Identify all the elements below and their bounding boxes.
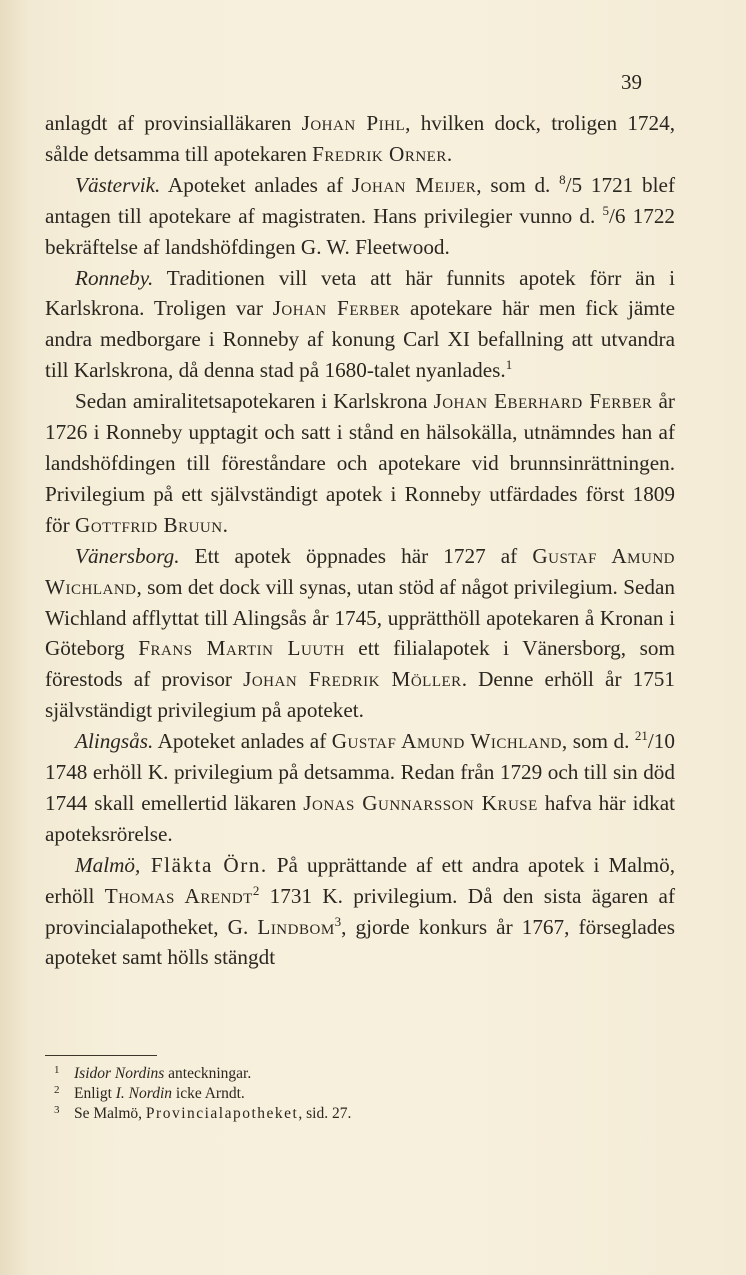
person-name: Johan Ferber [272,296,401,321]
paragraph-alingsas: Alingsås. Apoteket anlades af Gustaf Amund Wichland, som d. $^{21}$/10 1748 erhöll K. privilegium på detsamma. Redan från 1729 och till sin död 1744 skall emellertid läkaren Jonas Gunnarsson Kruse hafva här idkat apoteksrörelse. [45,728,675,846]
place-heading: Ronneby. [75,265,154,290]
person-name: Lindbom [257,914,335,939]
person-name: Johan Meijer [351,172,477,197]
person-name: Gustaf Amund Wichland [45,543,675,599]
paragraph-ronneby-2: Sedan amiralitetsapotekaren i Karlskrona Johan Eberhard Ferber år 1726 i Ronneby upptagit och satt i stånd en hälsokälla, utnämndes han af landshöfdingen till föreståndare och apotekare vid brunnsinrättningen. Privilegium på ett självständigt apotek i Ronneby utfärdades först 1809 för Gottfrid Bruun. [45,389,675,537]
footnote-3: 3 Se Malmö, Provincialapotheket, sid. 27. [50,1104,650,1124]
date-superscript: 21 [634,728,648,744]
person-name: Frans Martin Luuth [138,636,345,661]
body-text [45,108,675,973]
footnotes [50,1064,650,1124]
paragraph-1: anlagdt af provinsialläkaren Johan Pihl, hvilken dock, troligen 1724, sålde detsamma till apotekaren Fredrik Orner. [45,111,675,166]
footnote-number: 1 [54,1064,60,1076]
person-name: Jonas Gunnarsson Kruse [303,790,538,815]
person-name: Fredrik Orner [312,141,447,166]
paragraph-vanersborg: Vänersborg. Ett apotek öppnades här 1727 af Gustaf Amund Wichland, som det dock vill synas, utan stöd af något privilegium. Sedan Wichland afflyttat till Alingsås år 1745, upprätthöll apotekaren å Kronan i Göteborg Frans Martin Luuth ett filialapotek i Vänersborg, som förestods af provisor Johan Fredrik Möller. Denne erhöll år 1751 självständigt privilegium på apoteket. [45,543,675,723]
paragraph-vastervik: Västervik. Apoteket anlades af Johan Meijer, som d. $^8$/5 1721 blef antagen till apotekare af magistraten. Hans privilegier vunno d. $^5$/6 1722 bekräftelse af landshöfdingen G. W. Fleetwood. [45,171,676,259]
person-name: Johan Fredrik Möller [243,667,462,692]
footnote-marker: 3 [334,913,342,929]
footnote-2: 2 Enligt I. Nordin icke Arndt. [50,1084,650,1104]
page-number: 39 [621,70,642,94]
footnote-1: 1 Isidor Nordins anteckningar. [50,1064,650,1084]
pharmacy-name: Fläkta Örn. [140,852,268,877]
person-name: Johan Eberhard Ferber [433,389,653,414]
person-name: Gottfrid Bruun [75,512,223,537]
paragraph-ronneby: Ronneby. Traditionen vill veta att här funnits apotek förr än i Karlskrona. Troligen var Johan Ferber apotekare här men fick jämte andra medborgare i Ronneby af konung Carl XI befallning att utvandra till Karlskrona, då denna stad på 1680-talet nyanlades.$^1$ [45,265,676,383]
date-superscript: 5 [602,202,609,218]
paragraph-malmo: Malmö, Fläkta Örn. På upprättande af ett andra apotek i Malmö, erhöll Thomas Arendt$^2$ 1731 K. privilegium. Då den sista ägaren af provincialapotheket, G. Lindbom$^3$, gjorde konkurs år 1767, förseglades apoteket samt hölls stängdt [45,852,676,970]
footnote-marker: 2 [252,882,260,898]
person-name: Gustaf Amund Wichland [331,729,562,754]
person-name: Johan Pihl [301,111,406,135]
footnote-divider [45,1055,157,1056]
place-heading: Vänersborg. [75,543,180,568]
footnote-marker: 1 [505,357,513,373]
place-heading: Alingsås. [75,729,154,754]
footnote-number: 2 [54,1084,60,1096]
footnote-number: 3 [54,1104,60,1116]
place-heading: Malmö, [75,852,141,877]
date-superscript: 8 [559,171,566,187]
place-heading: Västervik. [75,172,161,197]
person-name: Thomas Arendt [104,883,253,908]
